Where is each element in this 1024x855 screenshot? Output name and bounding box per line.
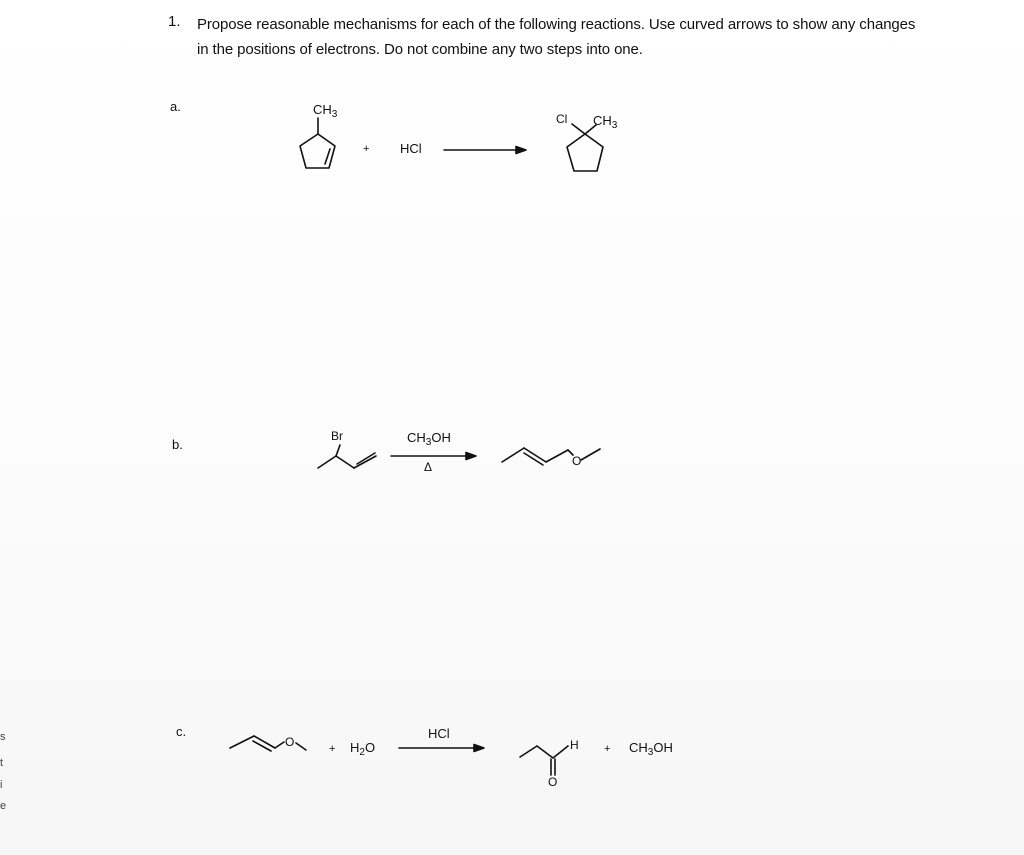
part-c-product-h: H bbox=[570, 738, 579, 752]
part-c-arrow bbox=[399, 745, 484, 752]
part-c-arrow-reagent: HCl bbox=[428, 726, 450, 741]
part-a-plus: + bbox=[363, 143, 370, 155]
part-c-plus-1: + bbox=[329, 743, 336, 755]
part-b-reactant-br: Br bbox=[331, 429, 343, 443]
part-b-product-structure bbox=[502, 448, 600, 465]
part-b-arrow bbox=[391, 453, 476, 460]
part-c-reactant-structure bbox=[230, 736, 306, 751]
question-number: 1. bbox=[168, 13, 181, 30]
edge-scan-mark: i bbox=[0, 779, 3, 791]
part-c-plus-2: + bbox=[604, 743, 611, 755]
part-b-product-o: O bbox=[572, 454, 582, 468]
question-text: Propose reasonable mechanisms for each of the following reactions. Use curved arrows to show any changes in the positions of electrons. Do not combine any two steps into one. bbox=[197, 16, 916, 58]
part-c-byproduct: $CH_3OH$ bbox=[629, 740, 673, 758]
part-c-label: c. bbox=[176, 724, 187, 739]
part-a-product-ch3: $CH_3$ bbox=[593, 113, 618, 131]
part-c-reagent-water: $H_2O$ bbox=[350, 740, 376, 758]
part-a-arrow bbox=[444, 147, 526, 154]
part-a-reactant-structure bbox=[300, 118, 335, 168]
edge-scan-mark: e bbox=[0, 800, 7, 812]
edge-scan-mark: t bbox=[0, 757, 4, 769]
part-c-product-o: O bbox=[548, 775, 558, 789]
part-c-reactant-o: O bbox=[285, 735, 295, 749]
part-b-label: b. bbox=[172, 437, 183, 452]
part-b-reagent-above: $CH_3OH$ bbox=[407, 430, 451, 448]
part-c-product-structure bbox=[520, 746, 568, 775]
part-a-product-structure bbox=[567, 124, 603, 171]
part-a-reactant-ch3: $CH_3$ bbox=[313, 102, 338, 120]
part-a-label: a. bbox=[170, 99, 181, 114]
part-a-product-cl: Cl bbox=[556, 112, 568, 126]
part-b-reactant-structure bbox=[318, 445, 376, 468]
edge-scan-mark: s bbox=[0, 731, 6, 743]
part-a-reagent: HCl bbox=[400, 141, 422, 156]
part-b-reagent-below: Δ bbox=[424, 460, 433, 474]
